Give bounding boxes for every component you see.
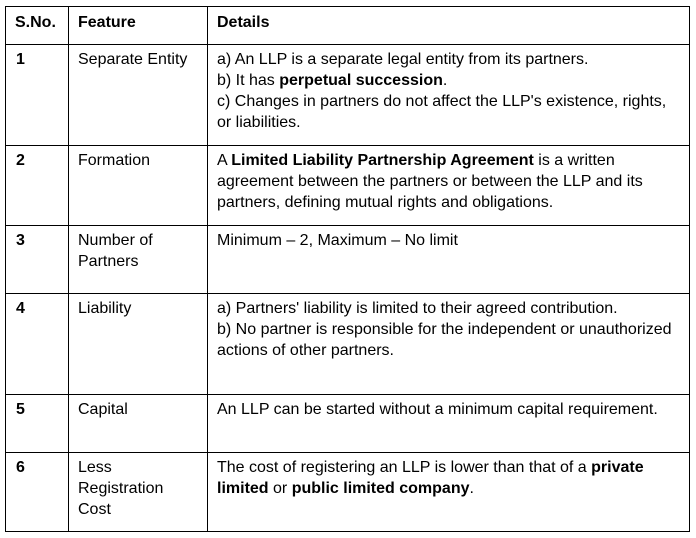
row-feature: Less Registration Cost bbox=[69, 453, 208, 532]
row-sno: 6 bbox=[6, 453, 69, 532]
row-sno: 3 bbox=[6, 226, 69, 294]
header-sno: S.No. bbox=[6, 7, 69, 45]
row-feature: Separate Entity bbox=[69, 45, 208, 146]
table-row bbox=[6, 294, 690, 395]
row-details bbox=[208, 294, 690, 395]
header-feature: Feature bbox=[69, 7, 208, 45]
detail-point-a: a) An LLP is a separate legal entity from its partners. bbox=[217, 51, 589, 68]
row-feature: Liability bbox=[69, 294, 208, 395]
row-feature: Formation bbox=[69, 146, 208, 226]
row-details: The cost of registering an LLP is lower than that of a private limited or public limited company. bbox=[208, 453, 690, 532]
table-row bbox=[6, 395, 690, 453]
row-details: Minimum – 2, Maximum – No limit bbox=[208, 226, 690, 294]
detail-point-b: b) No partner is responsible for the independent or unauthorized actions of other partners. bbox=[217, 321, 672, 359]
detail-emphasis: private limited bbox=[217, 459, 644, 497]
table-row bbox=[6, 146, 690, 226]
header-details: Details bbox=[208, 7, 690, 45]
row-sno: 1 bbox=[6, 45, 69, 146]
detail-point-a: a) Partners' liability is limited to their agreed contribution. bbox=[217, 300, 618, 317]
row-details: An LLP can be started without a minimum capital requirement. bbox=[208, 395, 690, 453]
row-details bbox=[208, 45, 690, 146]
row-feature: Capital bbox=[69, 395, 208, 453]
detail-point-c: c) Changes in partners do not affect the LLP's existence, rights, or liabilities. bbox=[217, 93, 667, 131]
table-row bbox=[6, 453, 690, 532]
llp-features-table bbox=[5, 6, 690, 532]
row-sno: 2 bbox=[6, 146, 69, 226]
row-feature: Number of Partners bbox=[69, 226, 208, 294]
row-details: A Limited Liability Partnership Agreement is a written agreement between the partners or between the LLP and its partners, defining mutual rights and obligations. bbox=[208, 146, 690, 226]
table-row bbox=[6, 45, 690, 146]
table-row bbox=[6, 226, 690, 294]
row-sno: 4 bbox=[6, 294, 69, 395]
detail-emphasis: public limited company bbox=[291, 480, 470, 497]
detail-point-b: b) It has perpetual succession. bbox=[217, 72, 448, 89]
table-header-row bbox=[6, 7, 690, 45]
detail-emphasis: Limited Liability Partnership Agreement bbox=[231, 152, 534, 169]
detail-emphasis: perpetual succession bbox=[279, 72, 443, 89]
row-sno: 5 bbox=[6, 395, 69, 453]
